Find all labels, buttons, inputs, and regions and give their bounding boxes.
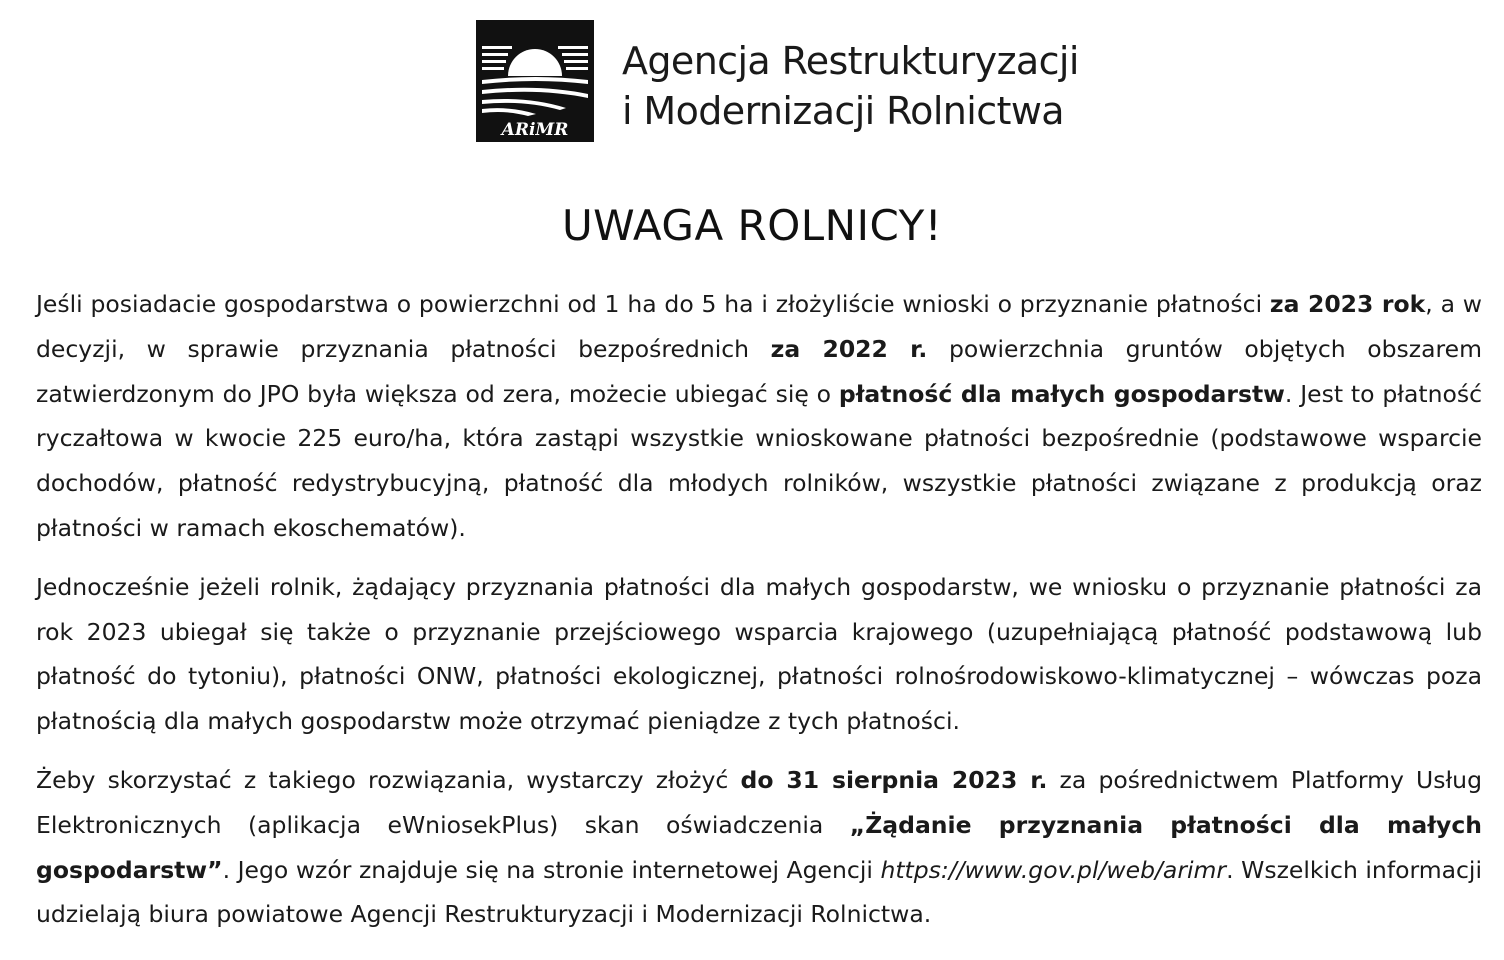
paragraph1-text-4: . Jest to płatność ryczałtowa w kwocie 225 euro/ha, która zastąpi wszystkie wnioskowane płatności bezpośrednie (podstawowe wsparcie dochodów, płatność redystrybucyjną, płatność dla młodych rolników, wszystkie płatności związane z produkcją oraz płatności w ramach ekoschematów). xyxy=(36,379,1483,542)
arimr-logo-icon xyxy=(476,20,594,142)
paragraph3-text-2: za pośrednictwem Platformy Usług Elektronicznych (aplikacja eWniosekPlus) skan oświadczenia xyxy=(36,765,1482,839)
paragraph-eligibility xyxy=(36,282,1482,551)
paragraph3-form-name: „Żądanie przyznania płatności dla małych gospodarstw” xyxy=(36,810,1482,884)
page-title: UWAGA ROLNICY! xyxy=(561,201,943,250)
agency-website-link[interactable]: https://www.gov.pl/web/arimr xyxy=(880,855,1227,884)
paragraph1-text-3: powierzchnia gruntów objętych obszarem zatwierdzonym do JPO była większa od zera, możecie ubiegać się o xyxy=(36,334,1482,408)
paragraph3-text-4: . Wszelkich informacji udzielają biura powiatowe Agencji Restrukturyzacji i Modernizacji Rolnictwa. xyxy=(36,855,1482,929)
agency-header xyxy=(476,20,1079,142)
notice-body xyxy=(36,282,1482,951)
paragraph-additional-payments: Jednocześnie jeżeli rolnik, żądający przyznania płatności dla małych gospodarstw, we wniosku o przyznanie płatności za rok 2023 ubiegał się także o przyznanie przejściowego wsparcia krajowego (uzupełniającą płatność podstawową lub płatność do tytoniu), płatności ONW, płatności ekologicznej, płatności rolnośrodowiskowo-klimatycznej – wówczas poza płatnością dla małych gospodarstw może otrzymać pieniądze z tych płatności. xyxy=(36,572,1482,736)
agency-name-line1: Agencja Restrukturyzacji xyxy=(622,39,1079,83)
agency-name xyxy=(622,36,1079,136)
paragraph1-year-2023: za 2023 rok xyxy=(1269,290,1426,318)
paragraph1-text-2: , a w decyzji, w sprawie przyznania płatności bezpośrednich xyxy=(36,290,1482,363)
paragraph3-text-1: Żeby skorzystać z takiego rozwiązania, wystarczy złożyć xyxy=(36,765,741,794)
paragraph3-deadline: do 31 sierpnia 2023 r. xyxy=(740,765,1048,794)
logo-text: ARiMR xyxy=(501,120,569,140)
paragraph3-text-3: . Jego wzór znajduje się na stronie internetowej Agencji xyxy=(222,855,881,884)
agency-name-line2: i Modernizacji Rolnictwa xyxy=(622,89,1064,133)
paragraph1-text-1: Jeśli posiadacie gospodarstwa o powierzchni od 1 ha do 5 ha i złożyliście wnioski o przyznanie płatności xyxy=(36,290,1270,318)
paragraph-how-to-apply xyxy=(36,758,1482,937)
paragraph1-small-farms-payment: płatność dla małych gospodarstw xyxy=(838,379,1285,408)
paragraph1-year-2022: za 2022 r. xyxy=(770,334,928,363)
